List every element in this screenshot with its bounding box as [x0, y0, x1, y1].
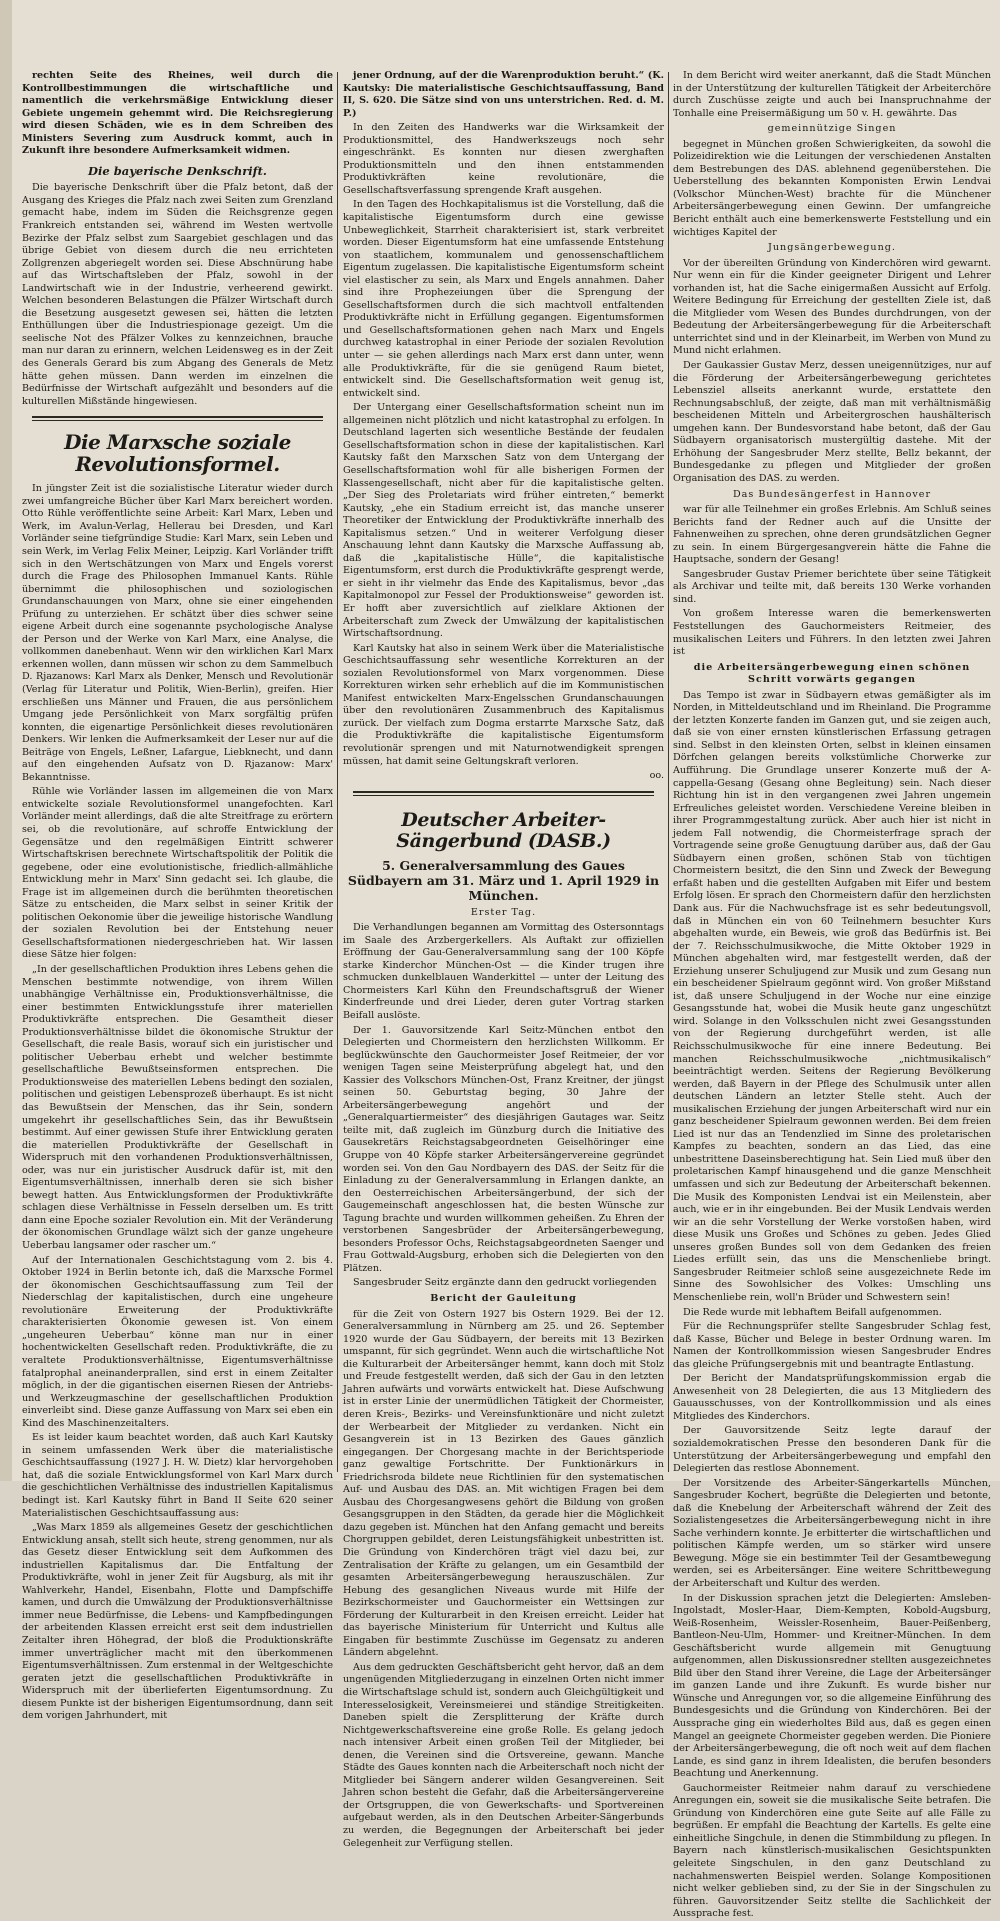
paragraph: begegnet in München großen Schwierigkeiten, da sowohl die Polizeidirektion wie die Leitungen der verschiedenen Anstalten dem Bestrebungen des DAS. ablehnend gegenüberstehen. Die Ueberstellung des bekannten Komponisten Erwin Lendvai (Volkschor München-West) brachte für die Münchener Arbeitersängerbewegung einen Gewinn. Der umfangreiche Bericht enthält auch eine bemerkenswerte Feststellung und ein wichtiges Kapitel der — [673, 138, 991, 238]
paragraph: Gauchormeister Reitmeier nahm darauf zu verschiedene Anregungen ein, soweit sie die musikalische Seite betrafen. Die Gründung von Kinderchören eine gute Seite auf alle Fälle zu begrüßen. Er empfahl die Beachtung der Kartells. Es gelte eine einheitliche Singchule, in denen die Stimmbildung zu pflegen. In Bayern nach künstlerisch-musikalischen Gesichtspunkten geleitete Singschulen, in den ganz Deutschland zu nachahmenswerten Beispiel werden. Solange Kompositionen nicht welker geblieben sind, zu der Sie in der Singschulen zu führen. Gauvorsitzender Seitz stellte die Sachlichkeit der Aussprache fest. — [673, 1782, 991, 1920]
paragraph: Sangesbruder Gustav Priemer berichtete über seine Tätigkeit als Archivar und teilte mit, daß bereits 130 Werke vorhanden sind. — [673, 568, 991, 605]
quote-paragraph: „Was Marx 1859 als allgemeines Gesetz der geschichtlichen Entwicklung ansah, stellt sich heute, streng genommen, nur als das Gesetz dieser Entwicklung seit dem Aufkommen des industriellen Kapitalismus dar. Die Entfaltung der Produktivkräfte, wohl in jener Zeit für Augsburg, als mit ihr Wahlverkehr, Handel, Eisenbahn, Flotte und Dampfschiffe kamen, und durch die Umwälzung der Produktionsverhältnisse immer neue Bedürfnisse, die Lebens- und Kampfbedingungen der arbeitenden Klassen erreicht erst seit dem industriellen Zeitalter ihren Höhegrad, der bloß die Produktionskräfte immer unverträglicher macht mit den überkommenen Eigentumsverhältnissen. Zum erstenmal in der Weltgeschichte geraten jetzt die gesellschaftlichen Produktivkräfte in Widerspruch mit der überlieferten Eigentumsordnung. Zu diesem Punkte ist der bisherigen Eigentumsordnung, dann seit dem vorigen Jahrhundert, mit — [22, 1522, 333, 1722]
quote-paragraph: „In der gesellschaftlichen Produktion ihres Lebens gehen die Menschen bestimmte notwendige, von ihrem Willen unabhängige Verhältnisse ein, Produktionsverhältnisse, die einer bestimmten Entwicklungsstufe ihrer materiellen Produktivkräfte entsprechen. Die Gesamtheit dieser Produktionsverhältnisse bildet die ökonomische Struktur der Gesellschaft, die reale Basis, worauf sich ein juristischer und politischer Ueberbau erhebt und welcher bestimmte gesellschaftliche Bewußtseinsformen entsprechen. Die Produktionsweise des materiellen Lebens bedingt den sozialen, politischen und geistigen Lebensprozeß überhaupt. Es ist nicht das Bewußtsein der Menschen, das ihr Sein, sondern umgekehrt ihr gesellschaftliches Sein, das ihr Bewußtsein bestimmt. Auf einer gewissen Stufe ihrer Entwicklung geraten die materiellen Produktivkräfte der Gesellschaft in Widerspruch mit den vorhandenen Produktionsverhältnissen, oder, was nur ein juristischer Ausdruck dafür ist, mit den Eigentumsverhältnissen, innerhalb deren sie sich bisher bewegt hatten. Aus Entwicklungsformen der Produktivkräfte schlagen diese Verhältnisse in Fesseln derselben um. Es tritt dann eine Epoche sozialer Revolution ein. Mit der Veränderung der ökonomischen Grundlage wälzt sich der ganze ungeheure Ueberbau langsamer oder rascher um.“ — [22, 964, 333, 1252]
headline-saengerbund: Deutscher Arbeiter-Sängerbund (DASB.) — [396, 808, 611, 852]
paragraph: Die Verhandlungen begannen am Vormittag des Ostersonntags im Saale des Arzbergerkellers. Als Auftakt zur offiziellen Eröffnung der Gau-Generalversammlung sang der 100 Köpfe starke Kinderchor München-Ost — die Kinder trugen ihre schmucken dunkelblauen Wanderkittel — unter der Leitung des Chormeisters Karl Kühn den Freundschaftsgruß der Wiener Kinderfreunde und drei Lieder, deren guter Vortrag starken Beifall auslöste. — [343, 922, 664, 1021]
subheading-singen: gemeinnützige Singen — [767, 123, 897, 135]
subheading-denkschrift: Die bayerische Denkschrift. — [88, 163, 267, 178]
headline-revolutionsformel: Die Marxsche soziale Revolutionsformel. — [64, 430, 291, 477]
paragraph: Sangesbruder Seitz ergänzte dann den gedruckt vorliegenden — [353, 1277, 657, 1289]
paragraph: war für alle Teilnehmer ein großes Erlebnis. Am Schluß seines Berichts fand der Redner auch auf die Unsitte der Fahnenweihen zu sprechen, ohne deren grundsätzlichen Gegner zu sein. In einem Bürgergesangverein hätte die Fahne die Hauptsache, sondern der Gesang! — [673, 504, 991, 566]
paragraph: Karl Kautsky hat also in seinem Werk über die Materialistische Geschichtsauffassung sehr wesentliche Korrekturen an der sozialen Revolutionsformel von Marx vorgenommen. Diese Korrekturen wirken sehr erheblich auf die im Kommunistischen Manifest entwickelten Marx-Engelsschen Grundanschauungen über den revolutionären Zusammenbruch des Kapitalismus zurück. Der vielfach zum Dogma erstarrte Marxsche Satz, daß die Produktivkräfte die kapitalistische Eigentumsform revolutionär sprengen und mit Naturnotwendigkeit sprengen müssen, hat damit seine Geltungskraft verloren. — [343, 642, 664, 767]
quote-end: jener Ordnung, auf der die Warenproduktion beruht.“ (K. Kautsky: Die materialistische Geschichtsauffassung, Band II, S. 620. Die Sätze sind von uns unterstrichen. Red. d. M. P.) — [343, 70, 664, 119]
section-day: Erster Tag. — [470, 906, 537, 918]
paragraph: Der Untergang einer Gesellschaftsformation scheint nun im allgemeinen nicht plötzlich und nicht katastrophal zu erfolgen. In Deutschland lagerten sich wesentliche Bestände der feudalen Gesellschaftsformation schon in diese der kapitalistischen. Karl Kautsky faßt den Marxschen Satz von dem Untergang der Gesellschaftsformation wohl für alle bisherigen Formen der Klassengesellschaft, nicht aber für die kapitalistische gelten. „Der Sieg des Proletariats wird früher eintreten,“ bemerkt Kautsky, „ehe ein Stadium erreicht ist, das manche unserer Theoretiker der Entwicklung der Produktivkräfte innerhalb des Kapitalismus setzen.“ Und in weiterer Verfolgung dieser Anschauung lehnt dann Kautsky die Marxsche Auffassung ab, daß die „kapitalistische Hülle“, die kapitalistische Eigentumsform, erst durch die Produktivkräfte gesprengt werde, er sieht in ihr vielmehr das Ende des Kapitalismus, bevor „das Kapitalmonopol zur Fessel der Produktionsweise“ geworden ist. Er hofft aber zuversichtlich auf zielklare Aktionen der Arbeiterschaft zum Zweck der Umwälzung der kapitalistischen Wirtschaftsordnung. — [343, 402, 664, 640]
subheadline-generalversammlung: 5. Generalversammlung des Gaues Südbayern am 31. März und 1. April 1929 in München. — [347, 857, 660, 903]
article-continuation: rechten Seite des Rheines, weil durch die Kontrollbestimmungen die wirtschaftliche und namentlich die verkehrsmäßige Entwicklung dieser Gebiete ungemein gehemmt wird. Die Reichsregierung wird diesen Schäden, wie es in dem Schreiben des Ministers Severing zum Ausdruck kommt, auch in Zukunft ihre besondere Aufmerksamkeit widmen. — [22, 70, 333, 157]
paragraph: Für die Rechnungsprüfer stellte Sangesbruder Schlag fest, daß Kasse, Bücher und Belege in bester Ordnung waren. Im Namen der Kontrollkommission wiesen Sangesbruder Endres das gleiche Prüfungsergebnis mit und beantragte Entlastung. — [673, 1321, 991, 1370]
paragraph: Aus dem gedruckten Geschäftsbericht geht hervor, daß an dem ungenügenden Mitgliederzugang in einzelnen Orten nicht immer die Wirtschaftslage schuld ist, sondern auch Gleichgültigkeit und Interesselosigkeit, Vereinsmeierei und ständige Streitigkeiten. Daneben spielt die Zersplitterung der Kräfte durch Nichtgewerkschaftsvereine eine große Rolle. Es gelang jedoch nach intensiver Arbeit einen großen Teil der Mitglieder, bei denen, die Vereinen sind die Ortsvereine, gewann. Manche Städte des Gaues konnten nach die Arbeiterschaft noch nicht der Mitglieder bei Sängern anderer wilden Gesangvereinen. Seit Jahren schon besteht die Gefahr, daß die Arbeitersängervereine der Ortsgruppen, die von Gewerkschafts- und Sportvereinen aufgebaut werden, als in den Deutschen Arbeiter-Sängerbunds zu werden, die Begegnungen der Arbeiterschaft bei jeder Gelegenheit zur Verfügung stellen. — [343, 1661, 664, 1849]
subheading-fortschritt: die Arbeitersängerbewegung einen schönen Schritt vorwärts gegangen — [693, 661, 971, 686]
column-3 — [673, 70, 991, 1920]
paragraph: Die Rede wurde mit lebhaftem Beifall aufgenommen. — [683, 1306, 942, 1318]
paragraph: Rühle wie Vorländer lassen im allgemeinen die von Marx entwickelte soziale Revolutionsformel unangefochten. Karl Vorländer meint allerdings, daß die alte Streitfrage zu erörtern sei, ob die revolutionäre, auf schroffe Entwicklung der Gegensätze und den regelmäßigen Eintritt schwerer Wirtschaftskrisen berechnete Wirtschaftspolitik der Politik die gegebene, oder eine evolutionistische, friedlich-allmähliche Entwicklung mehr in Marx' Sinn gedacht sei. Ich glaube, die Frage ist im allgemeinen durch die berühmten theoretischen Sätze zu entscheiden, die Marx selbst in seiner Kritik der politischen Oekonomie über die jeweilige historische Wandlung der sozialen Revolution bei der Entstehung neuer Gesellschaftsformationen niedergeschrieben hat. Wir lassen diese Sätze hier folgen: — [22, 786, 333, 961]
column-2 — [343, 70, 664, 1849]
paragraph: Auf der Internationalen Geschichtstagung vom 2. bis 4. Oktober 1924 in Berlin betonte ich, daß die Marxsche Formel der ökonomischen Geschichtsauffassung zum Teil der Niederschlag der kapitalistischen, durch eine ungeheure revolutionäre Erweiterung der Produktivkräfte charakterisierten Ökonomie gewesen ist. Von einem „ungeheuren Ueberbau“ könne man nur in einer hochentwickelten Gesellschaft reden. Produktivkräfte, die zu veraltete Produktionsverhältnisse, Eigentumsverhältnisse fatalprophal aneinanderprallen, sind erst in einem Zeitalter möglich, in der die gigantischen eisernen Riesen der Antriebs- und Werkzeugmaschine der gesellschaftlichen Produktion einverleibt sind. Diese ganze Auffassung von Marx sei eben ein Kind des Maschinenzeitalters. — [22, 1254, 333, 1429]
paragraph: Der Vorsitzende des Arbeiter-Sängerkartells München, Sangesbruder Kochert, begrüßte die Delegierten und betonte, daß die Knebelung der Arbeiterschaft während der Zeit des Sozialistengesetzes die Arbeitersängerbewegung nicht in ihre Sache verhindern konnte. Je erbitterter die wirtschaftlichen und politischen Kämpfe werden, um so stärker wird unsere Bewegung. Möge sie ein bestimmter Teil der Gesamtbewegung werden, sei es Arbeitersänger. Eine weitere Schrittbewegung der Arbeiterschaft und Kultur des werden. — [673, 1477, 991, 1589]
paragraph: In jüngster Zeit ist die sozialistische Literatur wieder durch zwei umfangreiche Bücher über Karl Marx bereichert worden. Otto Rühle veröffentlichte seine Arbeit: Karl Marx, Leben und Werk, im Avalun-Verlag, Hellerau bei Dresden, und Karl Vorländer seine tiefgründige Studie: Karl Marx, sein Leben und sein Werk, im Verlag Felix Meiner, Leipzig. Karl Vorländer trifft sich in den Wertschätzungen von Marx und Engels vorerst durch die Frage des Philosophen Immanuel Kants. Rühle übernimmt die philosophischen und soziologischen Grundanschauungen von Marx, ohne sie einer eingehenden Prüfung zu unterziehen. Er schätzt über dies schwer seine eigene Arbeit durch eine sogenannte psychologische Analyse der Person und der Werke von Karl Marx, eine Analyse, die vollkommen danebenhaut. Wenn wir den wirklichen Karl Marx erkennen wollen, dann müssen wir schon zu dem Sammelbuch D. Rjazanows: Karl Marx als Denker, Mensch und Revolutionär (Verlag für Literatur und Politik, Wien-Berlin), greifen. Hier erschließen uns Männer und Frauen, die aus persönlichem Umgang jede Persönlichkeit von Marx sorgfältig prüfen konnten, die eigenartige Persönlichkeit dieses revolutionären Denkers. Wir lenken die Aufmerksamkeit der Leser nur auf die Beiträge von Engels, Leßner, Lafargue, Liebknecht, und dann auf den eingehenden Aufsatz von D. Rjazanow: Marx' Bekanntnisse. — [22, 483, 333, 783]
column-rule — [337, 72, 338, 1472]
separator-rule — [32, 416, 323, 421]
subheading-bundessaengerfest: Das Bundesängerfest in Hannover — [732, 488, 932, 500]
page-edge — [0, 0, 12, 1481]
paragraph: Der Bericht der Mandatsprüfungskommission ergab die Anwesenheit von 28 Delegierten, die aus 13 Mitgliedern des Gauausschusses, von der Kontrollkommission und als eines Mitgliedes des Kinderchors. — [673, 1373, 991, 1422]
paragraph: Der Gauvorsitzende Seitz legte darauf der sozialdemokratischen Presse den besonderen Dank für die Unterstützung der Arbeitersängerbewegung und empfahl den Delegierten das restlose Abonnement. — [673, 1425, 991, 1475]
paragraph: In der Diskussion sprachen jetzt die Delegierten: Amsleben-Ingolstadt, Mosler-Haar, Diem-Kempten, Kobold-Augsburg, Weiß-Rosenheim, Weissler-Rosenheim, Bauer-Peißenberg, Bantleon-Neu-Ulm, Hommer- und Kreitner-München. In dem Geschäftsbericht wurde allgemein mit Genugtuung aufgenommen, allen Diskussionsredner stellten ausgezeichnetes Bild über den Stand ihrer Vereine, die Lage der Arbeitersänger im ganzen Lande und ihre Zukunft. Es wurde bisher nur Wünsche und Anregungen vor, so die allgemeine Einführung des Bundesgesichts und die Gründung von Kinderchören. Bei der Aussprache ging ein wiederholtes Bild aus, daß es gegen einen Mangel an geeignete Chormeister gegeben werden. Die Pioniere der Arbeitersängerbewegung, die oft noch weit auf dem flachen Lande, es sind ganz in ihrem Idealisten, die berufen besonders Beachtung und Anerkennung. — [673, 1592, 991, 1780]
paragraph: Vor der übereilten Gründung von Kinderchören wird gewarnt. Nur wenn ein für die Kinder geeigneter Dirigent und Lehrer vorhanden ist, hat die Sache einigermaßen Aussicht auf Erfolg. Weitere Bedingung für Erreichung der gestellten Ziele ist, daß die Mitglieder vom Wesen des Bundes durchdrungen, von der Bedeutung der Arbeitersängerbewegung für die Arbeiterschaft unterrichtet sind und in der Kleinarbeit, im Werben von Mund zu Mund nicht erlahmen. — [673, 257, 991, 357]
paragraph: Von großem Interesse waren die bemerkenswerten Feststellungen des Gauchormeisters Reitmeier, des musikalischen Leiters und Führers. In den letzten zwei Jahren ist — [673, 608, 991, 658]
paragraph: In den Zeiten des Handwerks war die Wirksamkeit der Produktionsmittel, des Handwerkszeugs noch sehr eingeschränkt. Es konnten nur diesen zwerghaften Produktionsmitteln und den ihnen entstammenden Produktivkräften keine revolutionäre, die Gesellschaftsverfassung sprengende Kraft ausgehen. — [343, 122, 664, 196]
paragraph: Der 1. Gauvorsitzende Karl Seitz-München entbot den Delegierten und Chormeistern den herzlichsten Willkomm. Er beglückwünschte den Gauchormeister Josef Reitmeier, der vor wenigen Tagen seine Meisterprüfung abgelegt hat, und den Kassier des Volkschors München-Ost, Franz Kreitner, der jüngst seinen 50. Geburtstag beging, 30 Jahre der Arbeitersängerbewegung angehört und der „Generalquartiermeister“ des diesjährigen Gautages war. Seitz teilte mit, daß zugleich im Günzburg durch die Initiative des Gausekretärs Reichstagsabgeordneten Geiselhöringer eine Gruppe von 40 Köpfe starker Arbeitersängervereine gegründet worden sei. Von den Gau Nordbayern des DAS. der Seitz für die Einladung zu der Generalversammlung in Erlangen dankte, an den Oesterreichischen Arbeitersängerbund, der sich der Gaugemeinschaft angeschlossen hat, die besten Wünsche zur Tagung brachte und wurden willkommen geheißen. Zu Ehren der verstorbenen Sangesbrüder der Arbeitersängerbewegung, besonders Professor Ochs, Reichstagsabgeordneten Saenger und Frau Gottwald-Augsburg, erhoben sich die Delegierten von den Plätzen. — [343, 1024, 664, 1274]
column-rule — [668, 72, 669, 1472]
paragraph: In den Tagen des Hochkapitalismus ist die Vorstellung, daß die kapitalistische Eigentumsform durch eine gewisse Unbeweglichkeit, Starrheit charakterisiert ist, stark verbreitet worden. Dieser Eigentumsform hat eine umfassende Entstehung von staatlichem, kommunalem und genossenschaftlichem Eigentum zugelassen. Die kapitalistische Eigentumsform scheint viel elastischer zu sein, als Marx und Engels annahmen. Daher sind ihre Prophezeiungen über die Sprengung der Gesellschaftsformen durch die sich machtvoll entfaltenden Produktivkräfte nicht in Erfüllung gegangen. Eigentumsformen und Gesellschaftsformationen gehen nach Marx und Engels durchweg katastrophal in einer Periode der sozialen Revolution unter — sie gehen allerdings nach Marx erst dann unter, wenn alle Produktivkräfte, für die sie genügend Raum bietet, entwickelt sind. Die Gesellschaftsformation weit genug ist, entwickelt sind. — [343, 199, 664, 399]
paragraph: für die Zeit von Ostern 1927 bis Ostern 1929. Bei der 12. Generalversammlung in Nürnberg am 25. und 26. September 1920 wurde der Gau Südbayern, der bereits mit 13 Bezirken umspannt, für sich gegründet. Wenn auch die wirtschaftliche Not die Kulturarbeit der Arbeitersänger hemmt, kann doch mit Stolz und Freude festgestellt werden, daß sich der Gau in den letzten Jahren aufwärts und vorwärts entwickelt hat. Diese Aufschwung ist in erster Linie der unermüdlichen Tätigkeit der Chormeister, deren Kreis-, Bezirks- und Vereinsfunktionäre und nicht zuletzt der Werbearbeit der Mitglieder zu verdanken. Nicht ein Gesangverein ist in 13 Bezirken des Gaues gänzlich eingegangen. Der Chorgesang machte in der Berichtsperiode ganz gewaltige Fortschritte. Der Funktionärkurs in Friedrichsroda bildete neue Richtlinien für den systematischen Auf- und Ausbau des DAS. an. Mit wichtigen Fragen bei dem Ausbau des Chorgesangwesens gehört die Bildung von großen Gesangsgruppen in den Städten, da gerade hier die Möglichkeit dazu gegeben ist. München hat den Anfang gemacht und bereits Chorgruppen gebildet, deren Leistungsfähigkeit unbestritten ist. Die Gründung von Kinderchören trägt viel dazu bei, zur Zentralisation der Kräfte zu gelangen, um ein Gesamtbild der gesamten Arbeitersängerbewegung herauszuschälen. Zur Hebung des gesanglichen Niveaus wurde mit Hilfe der Bezirkschormeister und Gauchormeister ein Wettsingen zur Förderung der Kulturarbeit in den Kreisen erreicht. Leider hat das bayerische Ministerium für Unterricht und Kultus alle Eingaben für bestimmte Zuschüsse im Gegensatz zu anderen Ländern abgelehnt. — [343, 1308, 664, 1659]
subheading-bericht: Bericht der Gauleitung — [430, 1293, 577, 1305]
paragraph: Der Gaukassier Gustav Merz, dessen uneigennütziges, nur auf die Förderung der Arbeitersängerbewegung gerichtetes Lebensziel allseits anerkannt wurde, erstattete den Rechnungsabschluß, der zeigte, daß man mit verhältnismäßig bescheidenen Mitteln und Arbeitergroschen haushälterisch umgehen kann. Der Bundesvorstand habe betont, daß der Gau Südbayern organisatorisch mustergültig dastehe. Mit der Erhöhung der Sangesbruder Merz stellte, Bellz bekannt, der Bundesgedanke zu pflegen und Mitglieder der großen Organisation des DAS. zu werden. — [673, 360, 991, 484]
separator-rule — [353, 791, 654, 796]
author-sign: oo. — [649, 770, 664, 782]
column-1 — [22, 70, 333, 1722]
paragraph: Es ist leider kaum beachtet worden, daß auch Karl Kautsky in seinem umfassenden Werk über die materialistische Geschichtsauffassung (1927 J. H. W. Dietz) klar hervorgehoben hat, daß die soziale Entwicklungsformel von Karl Marx durch die geschichtlichen Verhältnisse des industriellen Kapitalismus bedingt ist. Karl Kautsky führt in Band II Seite 620 seiner Materialistischen Geschichtsauffassung aus: — [22, 1432, 333, 1519]
paragraph: Die bayerische Denkschrift über die Pfalz betont, daß der Ausgang des Krieges die Pfalz nach zwei Seiten zum Grenzland gemacht habe, indem im Süden die Reichsgrenze gegen Frankreich entstanden sei, während im Westen wertvolle Bezirke der Pfalz selbst zum Saargebiet geschlagen und das übrige Gebiet von diesem durch die neu errichteten Zollgrenzen abgeriegelt worden sei. Diese Abschnürung habe auf das Wirtschaftsleben der Pfalz, sowohl in der Landwirtschaft wie in der Industrie, verheerend gewirkt. Welchen besonderen Belastungen die Pfälzer Wirtschaft durch die Besetzung ausgesetzt gewesen sei, hätten die letzten Enthüllungen über die Industriespionage gezeigt. Um die seelische Not des Pfälzer Volkes zu kennzeichnen, brauche man nur daran zu erinnern, welchen Leidensweg es in der Zeit des Generals Gerard bis zum Abgang des Generals de Metz hätte gehen müssen. Dann werden im einzelnen die Bedürfnisse der Wirtschaft aufgezählt und besonders auf die kulturellen Mißstände hingewiesen. — [22, 182, 333, 407]
subheading-jungsaenger: Jungsängerbewegung. — [768, 242, 896, 254]
paragraph: In dem Bericht wird weiter anerkannt, daß die Stadt München in der Unterstützung der kulturellen Tätigkeit der Arbeiterchöre durch Zuschüsse zeigte und auch bei Inanspruchnahme der Tonhalle eine Preisermäßigung um 50 v. H. gewährte. Das — [673, 70, 991, 119]
paragraph: Das Tempo ist zwar in Südbayern etwas gemäßigter als im Norden, in Mitteldeutschland und im Rheinland. Die Programme der letzten Konzerte fanden im Ganzen gut, und sie zeigen auch, daß sie von einer ernsten künstlerischen Erfassung getragen sind. Selbst in den kleinsten Orten, selbst in kleinen einsamen Dörfchen gelangen bereits volkstümliche Chorwerke zur Aufführung. Die Grundlage unserer Konzerte muß der A-cappella-Gesang (Gesang ohne Begleitung) sein. Nach dieser Richtung hin ist in den vergangenen zwei Jahren ungemein Erfreuliches geleistet worden. Verschiedene Vereine bleiben in ihrer Programmgestaltung zurück. Aber auch hier ist nicht in jedem Fall notwendig, die Chormeisterfrage sprach der Vortragende seine große Genugtuung darüber aus, daß der Gau Südbayern einen großen, schönen Stab von tüchtigen Chormeistern besitzt, die den Sinn und Zweck der Bewegung erfaßt haben und die gestellten Aufgaben mit Eifer und bestem Erfolg lösen. Er sprach den Chormeistern dafür den herzlichsten Dank aus. Für die Nachwuchsfrage ist es sehr bedeutungsvoll, daß in München ein von 60 Teilnehmern besuchter Kurs abgehalten wurde, ein Beweis, wie groß das Bedürfnis ist. Bei der 7. Reichsschulmusikwoche, die Mitte Oktober 1929 in München abgehalten wird, mar festgestellt werden, daß der Erziehung unserer Schuljugend zur Musik und zum Gesang nun ein bescheidener Spielraum gegönnt wird. Von großer Mißstand ist, daß unsere Schuljugend in der Woche nur eine einzige Gesangsstunde hat, wobei die Musik heute ganz ungeschützt wird. Solange in den Volksschulen nicht zwei Gesangsstunden von der Regierung durchgeführt werden, ist alle Reichsschulmusikwoche für eine innere Bedeutung. Bei manchen Reichsschulmusikwoche „nichtmusikalisch“ beeinträchtigt werden. Seitens der Regierung Bevölkerung werden, daß Bayern in der Pflege des Schulmusik unter allen deutschen Ländern an letzter Stelle steht. Auch der musikalischen Erziehung der jungen Arbeiterschaft wird nur ein ganz bescheidener Spielraum gewonnen werden. Bei dem freien Lied ist nur das an Tendenzlied im Sinne des proletarischen Kampfes zu beachten, sondern an das Lied, das eine unbestrittene Daseinsberechtigung hat. Sein Lied muß über den proletarischen Kampf hinausgehend und die ganze Menschheit umfassen und sich zur Bedeutung der Arbeiterschaft bekennen. Die Musik des Komponisten Lendvai ist ein Meilenstein, aber auch, wie er in ihr eingebunden. Bei der Musik Lendvais werden wir an die sehr Vorstellung der Werke vorstoßen haben, wird diese Musik uns Großes und Schönes zu geben. Jedes Glied unseres großen Bundes soll von dem Gedanken des freien Liedes erfüllt sein, das uns die Menschenliebe bringt. Sangesbruder Reitmeier schloß seine ausgezeichnete Rede im Sinne des Sowohlsicher des Volkes: Umschling uns Menschenliebe rein, woll'n Brüder und Schwestern sein! — [673, 689, 991, 1303]
